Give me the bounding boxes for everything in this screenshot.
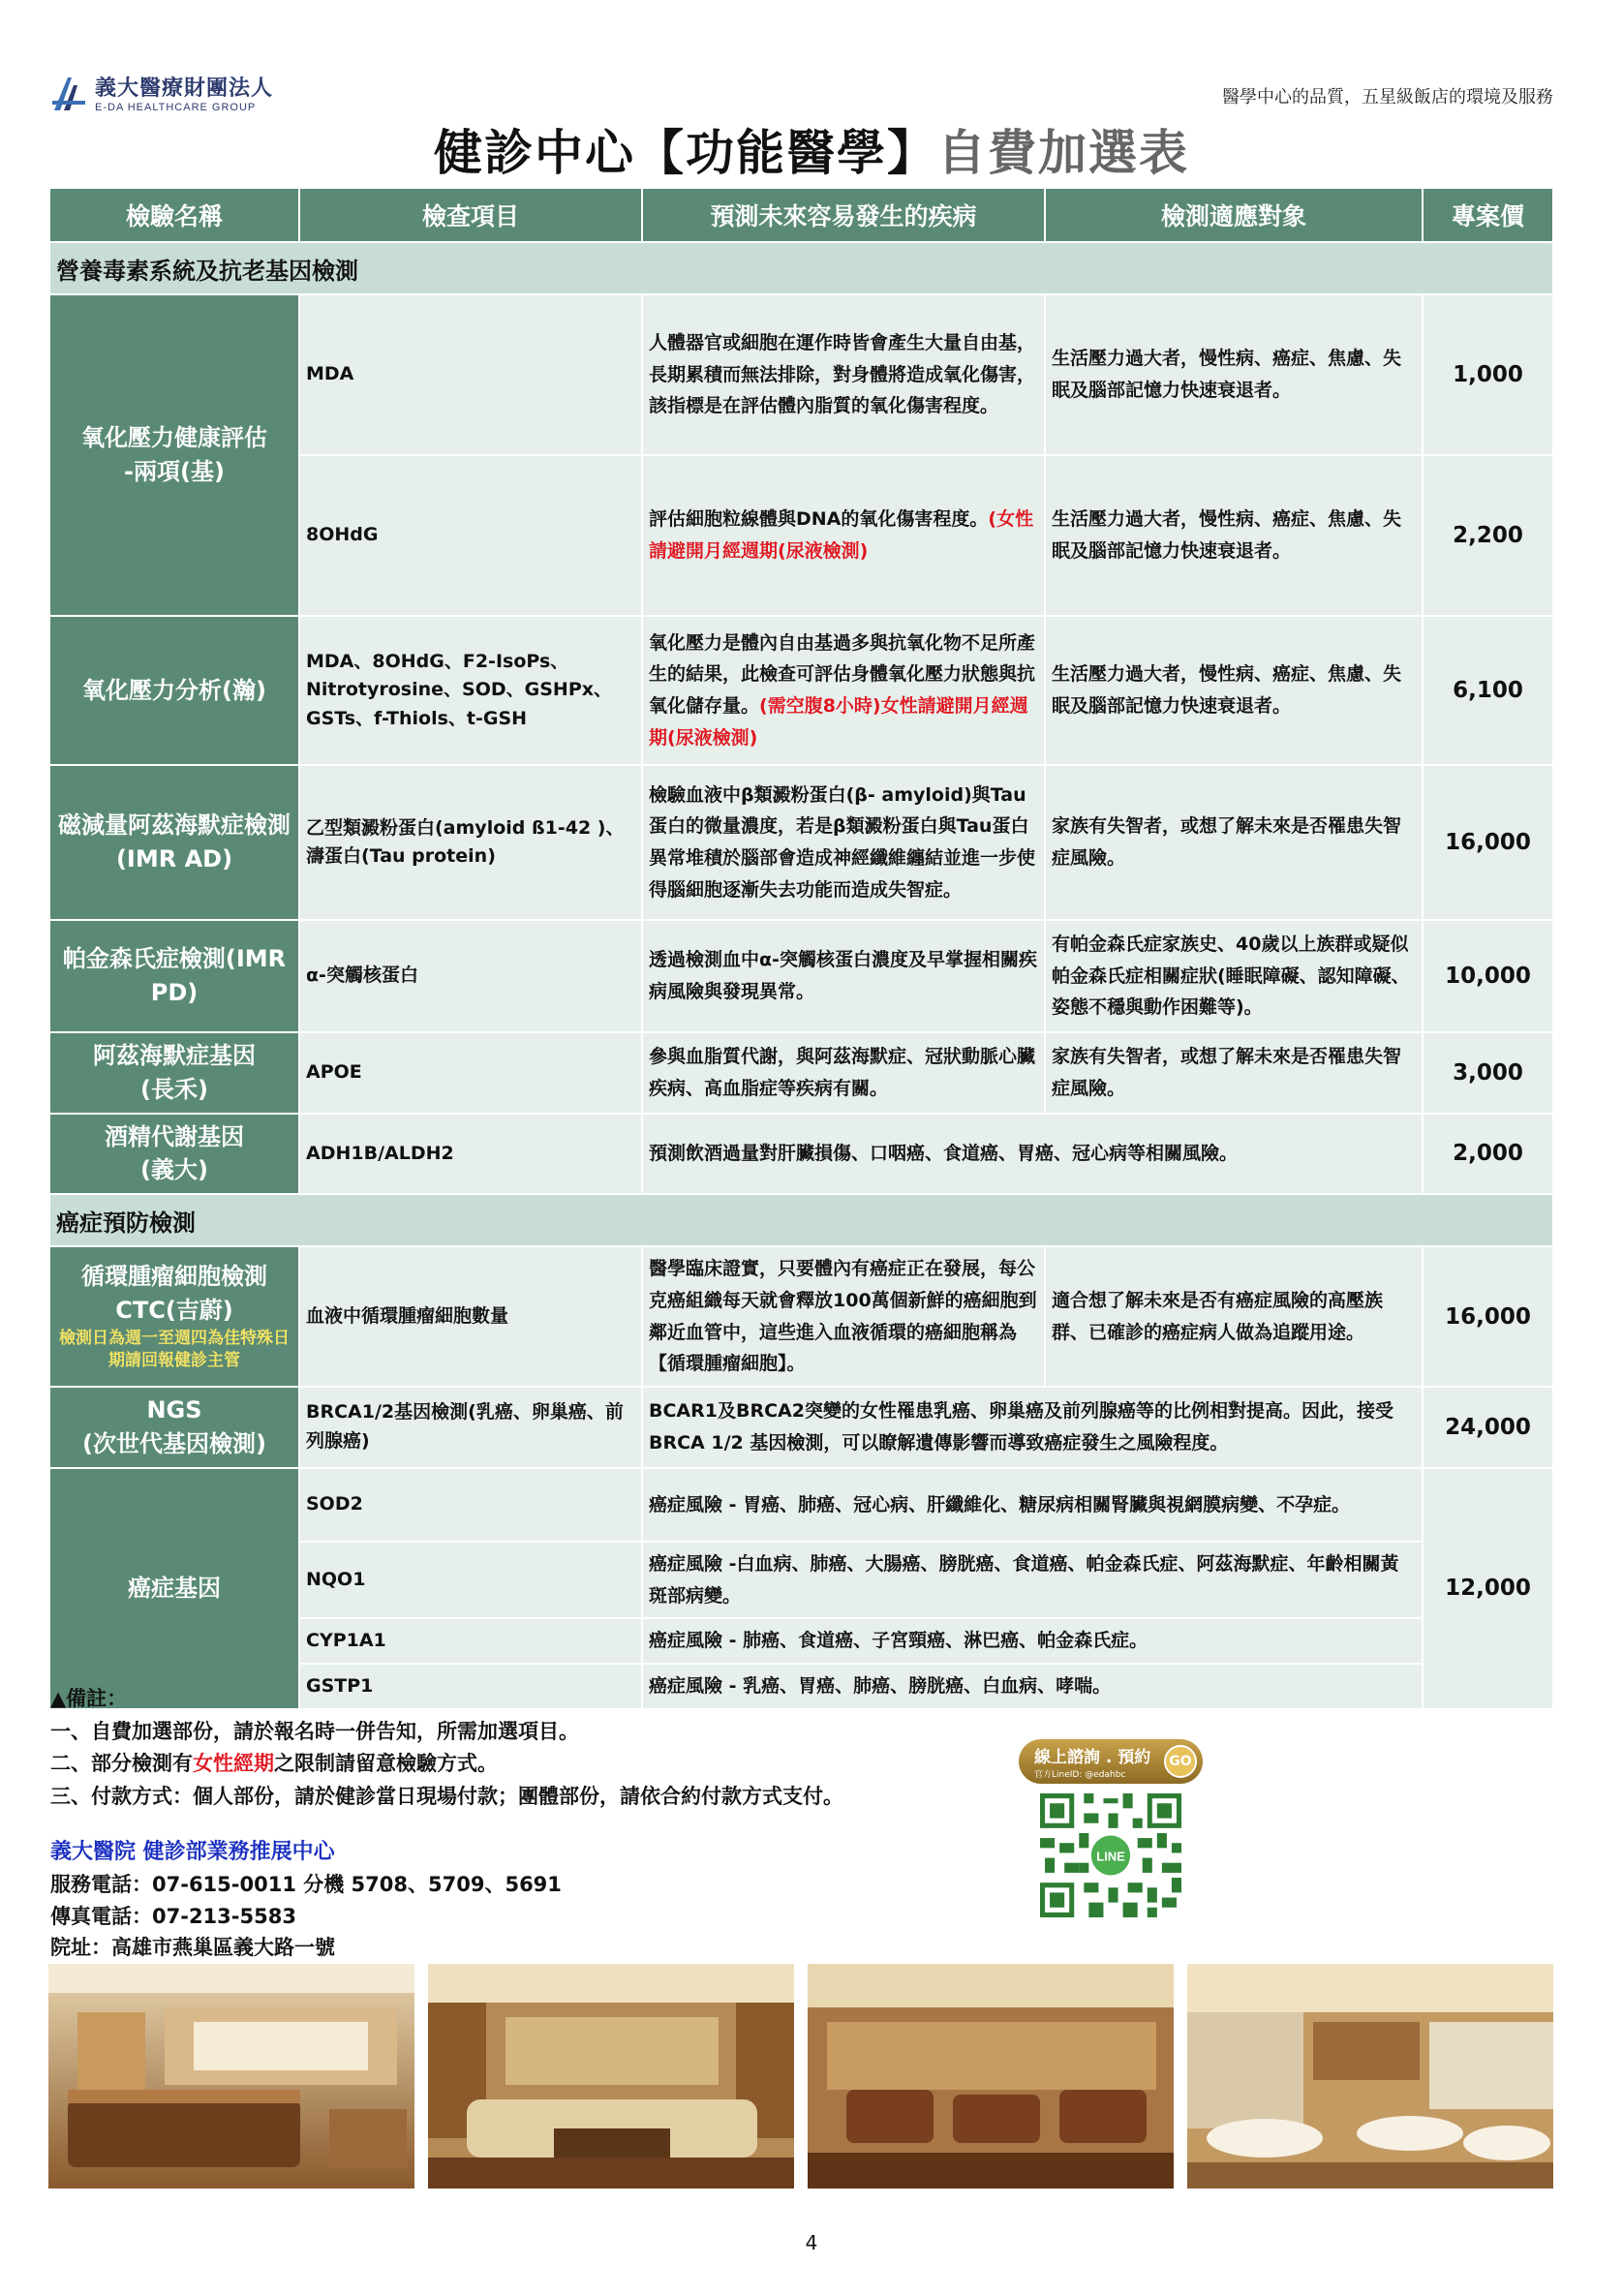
price: 16,000	[1423, 765, 1553, 920]
contact-address: 院址：高雄市燕巢區義大路一號	[50, 1936, 335, 1960]
disease-desc: 檢驗血液中β類澱粉蛋白(β- amyloid)與Tau蛋白的微量濃度，若是β類澱粉蛋白與Tau蛋白異常堆積於腦部會造成神經纖維纏結並進一步使得腦細胞逐漸失去功能而造成失智症。	[642, 765, 1045, 920]
waiting-room-photo	[808, 1964, 1174, 2189]
disease-desc	[642, 455, 1045, 616]
test-name-line1: 阿茲海默症基因	[93, 1042, 256, 1069]
disease-desc: 癌症風險 - 肺癌、食道癌、子宮頸癌、淋巴癌、帕金森氏症。	[642, 1618, 1423, 1664]
lounge-photo	[428, 1964, 794, 2189]
test-name-line2: (義大)	[140, 1156, 208, 1184]
table-row	[49, 616, 1553, 765]
title-main: 健診中心【功能醫學】	[434, 125, 937, 181]
reception-photo	[48, 1964, 414, 2189]
test-name-oxidative-basic	[49, 294, 299, 616]
line-consult-badge[interactable]	[1019, 1739, 1203, 1784]
disease-desc: 預測飲酒過量對肝臟損傷、口咽癌、食道癌、胃癌、冠心病等相關風險。	[642, 1114, 1423, 1195]
test-name-line1: 酒精代謝基因	[105, 1122, 244, 1150]
go-icon[interactable]: GO	[1164, 1745, 1197, 1778]
test-name-imr-pd	[49, 920, 299, 1032]
disease-desc: 癌症風險 -白血病、肺癌、大腸癌、膀胱癌、食道癌、帕金森氏症、阿茲海默症、年齡相關黃斑部病變。	[642, 1542, 1423, 1618]
target-desc: 家族有失智者，或想了解未來是否罹患失智症風險。	[1045, 1032, 1423, 1114]
disease-desc: 人體器官或細胞在運作時皆會產生大量自由基，長期累積而無法排除，對身體將造成氧化傷害，該指標是在評估體內脂質的氧化傷害程度。	[642, 294, 1045, 455]
test-item: APOE	[299, 1032, 642, 1114]
contact-org: 義大醫院 健診部業務推展中心	[50, 1840, 335, 1864]
col-header-target: 檢測適應對象	[1045, 188, 1423, 242]
disease-desc: 參與血脂質代謝，與阿茲海默症、冠狀動脈心臟疾病、高血脂症等疾病有關。	[642, 1032, 1045, 1114]
test-name-line1: NGS	[146, 1396, 202, 1424]
test-name-line2: PD)	[150, 979, 199, 1006]
test-item: 血液中循環腫瘤細胞數量	[299, 1246, 642, 1387]
test-name-line1: 循環腫瘤細胞檢測	[81, 1262, 267, 1290]
table-row	[49, 1032, 1553, 1114]
page-number: 4	[805, 2231, 818, 2254]
disease-desc: BCAR1及BRCA2突變的女性罹患乳癌、卵巢癌及前列腺癌等的比例相對提高。因此，接受BRCA 1/2 基因檢測，可以瞭解遺傳影響而導致癌症發生之風險程度。	[642, 1387, 1423, 1468]
test-item: 乙型類澱粉蛋白(amyloid ß1-42 )、濤蛋白(Tau protein)	[299, 765, 642, 920]
note-2-text: 二、部分檢測有	[50, 1752, 193, 1776]
logo-name-cn: 義大醫療財團法人	[95, 76, 274, 101]
notes-heading: ▲備註：	[50, 1687, 128, 1710]
table-row	[49, 765, 1553, 920]
note-2-text-end: 之限制請留意檢驗方式。	[274, 1752, 498, 1776]
dining-photo	[1187, 1964, 1553, 2189]
logo-name-en: E-DA HEALTHCARE GROUP	[95, 102, 257, 113]
notes	[50, 1683, 843, 1813]
test-name-line1: 磁減量阿茲海默症檢測	[58, 811, 291, 840]
price: 2,200	[1423, 455, 1553, 616]
line-logo-text: LINE	[1096, 1849, 1125, 1864]
test-name-line1: 帕金森氏症檢測(IMR	[62, 945, 287, 973]
test-item: MDA、8OHdG、F2-IsoPs、Nitrotyrosine、SOD、GSHPx、GSTs、f-Thiols、t-GSH	[299, 616, 642, 765]
price: 10,000	[1423, 920, 1553, 1032]
note-3: 三、付款方式：個人部份，請於健診當日現場付款；團體部份，請依合約付款方式支付。	[50, 1784, 843, 1808]
test-name-note: 檢測日為週一至週四為佳特殊日期請回報健診主管	[59, 1328, 290, 1371]
section-row	[49, 1194, 1553, 1246]
line-badge-label: 線上諮詢 . 預約	[1034, 1748, 1151, 1767]
disease-desc-text: 評估細胞粒線體與DNA的氧化傷害程度。	[649, 508, 989, 531]
table-row	[49, 1387, 1553, 1468]
test-name-imr-ad	[49, 765, 299, 920]
facility-photos	[48, 1964, 1552, 2189]
test-name-cancer-genes: 癌症基因	[49, 1468, 299, 1709]
logo	[50, 72, 273, 113]
disease-desc: 癌症風險 - 乳癌、胃癌、肺癌、膀胱癌、白血病、哮喘。	[642, 1664, 1423, 1709]
col-header-items: 檢查項目	[299, 188, 642, 242]
price: 16,000	[1423, 1246, 1553, 1387]
price: 1,000	[1423, 294, 1553, 455]
test-name-line1: 氧化壓力健康評估	[81, 424, 267, 452]
test-name-line2: (IMR AD)	[115, 845, 233, 872]
table-row	[49, 1246, 1553, 1387]
test-name-line2: -兩項(基)	[124, 458, 225, 485]
disease-desc: 透過檢測血中α-突觸核蛋白濃度及早掌握相關疾病風險與發現異常。	[642, 920, 1045, 1032]
col-header-diseases: 預測未來容易發生的疾病	[642, 188, 1045, 242]
disease-desc: 癌症風險 - 胃癌、肺癌、冠心病、肝纖維化、糖尿病相關腎臟與視網膜病變、不孕症。	[642, 1468, 1423, 1542]
test-name-line2: (次世代基因檢測)	[82, 1429, 266, 1457]
disease-desc: 醫學臨床證實，只要體內有癌症正在發展，每公克癌組織每天就會釋放100萬個新鮮的癌細胞到鄰近血管中，這些進入血液循環的癌細胞稱為【循環腫瘤細胞】。	[642, 1246, 1045, 1387]
target-desc: 生活壓力過大者，慢性病、癌症、焦慮、失眠及腦部記憶力快速衰退者。	[1045, 294, 1423, 455]
section-title-cancer: 癌症預防檢測	[49, 1194, 1553, 1246]
pricing-table	[48, 187, 1554, 1710]
section-title-nutrition: 營養毒素系統及抗老基因檢測	[49, 242, 1553, 294]
note-2	[50, 1748, 843, 1781]
disease-desc-warning: (女性請避開月經週期(尿液檢測)	[649, 508, 1034, 562]
table-row	[49, 294, 1553, 455]
test-name-ngs	[49, 1387, 299, 1468]
contact-fax: 傳真電話：07-213-5583	[50, 1904, 296, 1928]
disease-desc-warning: (需空腹8小時)女性請避開月經週期(尿液檢測)	[649, 695, 1028, 749]
table-row	[49, 920, 1553, 1032]
col-header-name: 檢驗名稱	[49, 188, 299, 242]
note-1: 一、自費加選部份，請於報名時一併告知，所需加選項目。	[50, 1719, 579, 1743]
test-item: α-突觸核蛋白	[299, 920, 642, 1032]
tagline: 醫學中心的品質，五星級飯店的環境及服務	[1222, 87, 1553, 107]
target-desc: 生活壓力過大者，慢性病、癌症、焦慮、失眠及腦部記憶力快速衰退者。	[1045, 616, 1423, 765]
target-desc: 家族有失智者，或想了解未來是否罹患失智症風險。	[1045, 765, 1423, 920]
test-item: BRCA1/2基因檢測(乳癌、卵巢癌、前列腺癌)	[299, 1387, 642, 1468]
note-2-highlight: 女性經期	[193, 1752, 274, 1776]
target-desc: 生活壓力過大者，慢性病、癌症、焦慮、失眠及腦部記憶力快速衰退者。	[1045, 455, 1423, 616]
test-item: SOD2	[299, 1468, 642, 1542]
test-name-line2: CTC(吉蔚)	[115, 1296, 233, 1324]
disease-desc-text: 氧化壓力是體內自由基過多與抗氧化物不足所產生的結果，此檢查可評估身體氧化壓力狀態與抗氧化儲存量。	[649, 631, 1036, 717]
test-name-apoe	[49, 1032, 299, 1114]
test-item: 8OHdG	[299, 455, 642, 616]
target-desc: 有帕金森氏症家族史、40歲以上族群或疑似帕金森氏症相關症狀(睡眠障礙、認知障礙、姿態不穩與動作困難等)。	[1045, 920, 1423, 1032]
table-row	[49, 1114, 1553, 1195]
section-row	[49, 242, 1553, 294]
eda-logo-icon	[50, 74, 87, 112]
table-row	[49, 1468, 1553, 1542]
col-header-price: 專案價	[1423, 188, 1553, 242]
disease-desc	[642, 616, 1045, 765]
qr-code-icon[interactable]	[1040, 1793, 1181, 1917]
contact-phone: 服務電話：07-615-0011 分機 5708、5709、5691	[50, 1873, 562, 1897]
price: 6,100	[1423, 616, 1553, 765]
test-name-line2: (長禾)	[140, 1075, 208, 1103]
page-title	[0, 114, 1623, 184]
test-item: NQO1	[299, 1542, 642, 1618]
title-sub: 自費加選表	[937, 125, 1189, 181]
table-header-row	[49, 188, 1553, 242]
price: 2,000	[1423, 1114, 1553, 1195]
test-name-oxidative-analysis: 氧化壓力分析(瀚)	[49, 616, 299, 765]
test-item: MDA	[299, 294, 642, 455]
line-badge-id: 官方LineID: @edahbc	[1034, 1770, 1126, 1780]
test-item: GSTP1	[299, 1664, 642, 1709]
price: 3,000	[1423, 1032, 1553, 1114]
test-item: ADH1B/ALDH2	[299, 1114, 642, 1195]
test-item: CYP1A1	[299, 1618, 642, 1664]
price: 24,000	[1423, 1387, 1553, 1468]
test-name-ctc	[49, 1246, 299, 1387]
contact-block	[50, 1836, 562, 1964]
test-name-alcohol	[49, 1114, 299, 1195]
target-desc: 適合想了解未來是否有癌症風險的高壓族群、已確診的癌症病人做為追蹤用途。	[1045, 1246, 1423, 1387]
price: 12,000	[1423, 1468, 1553, 1709]
